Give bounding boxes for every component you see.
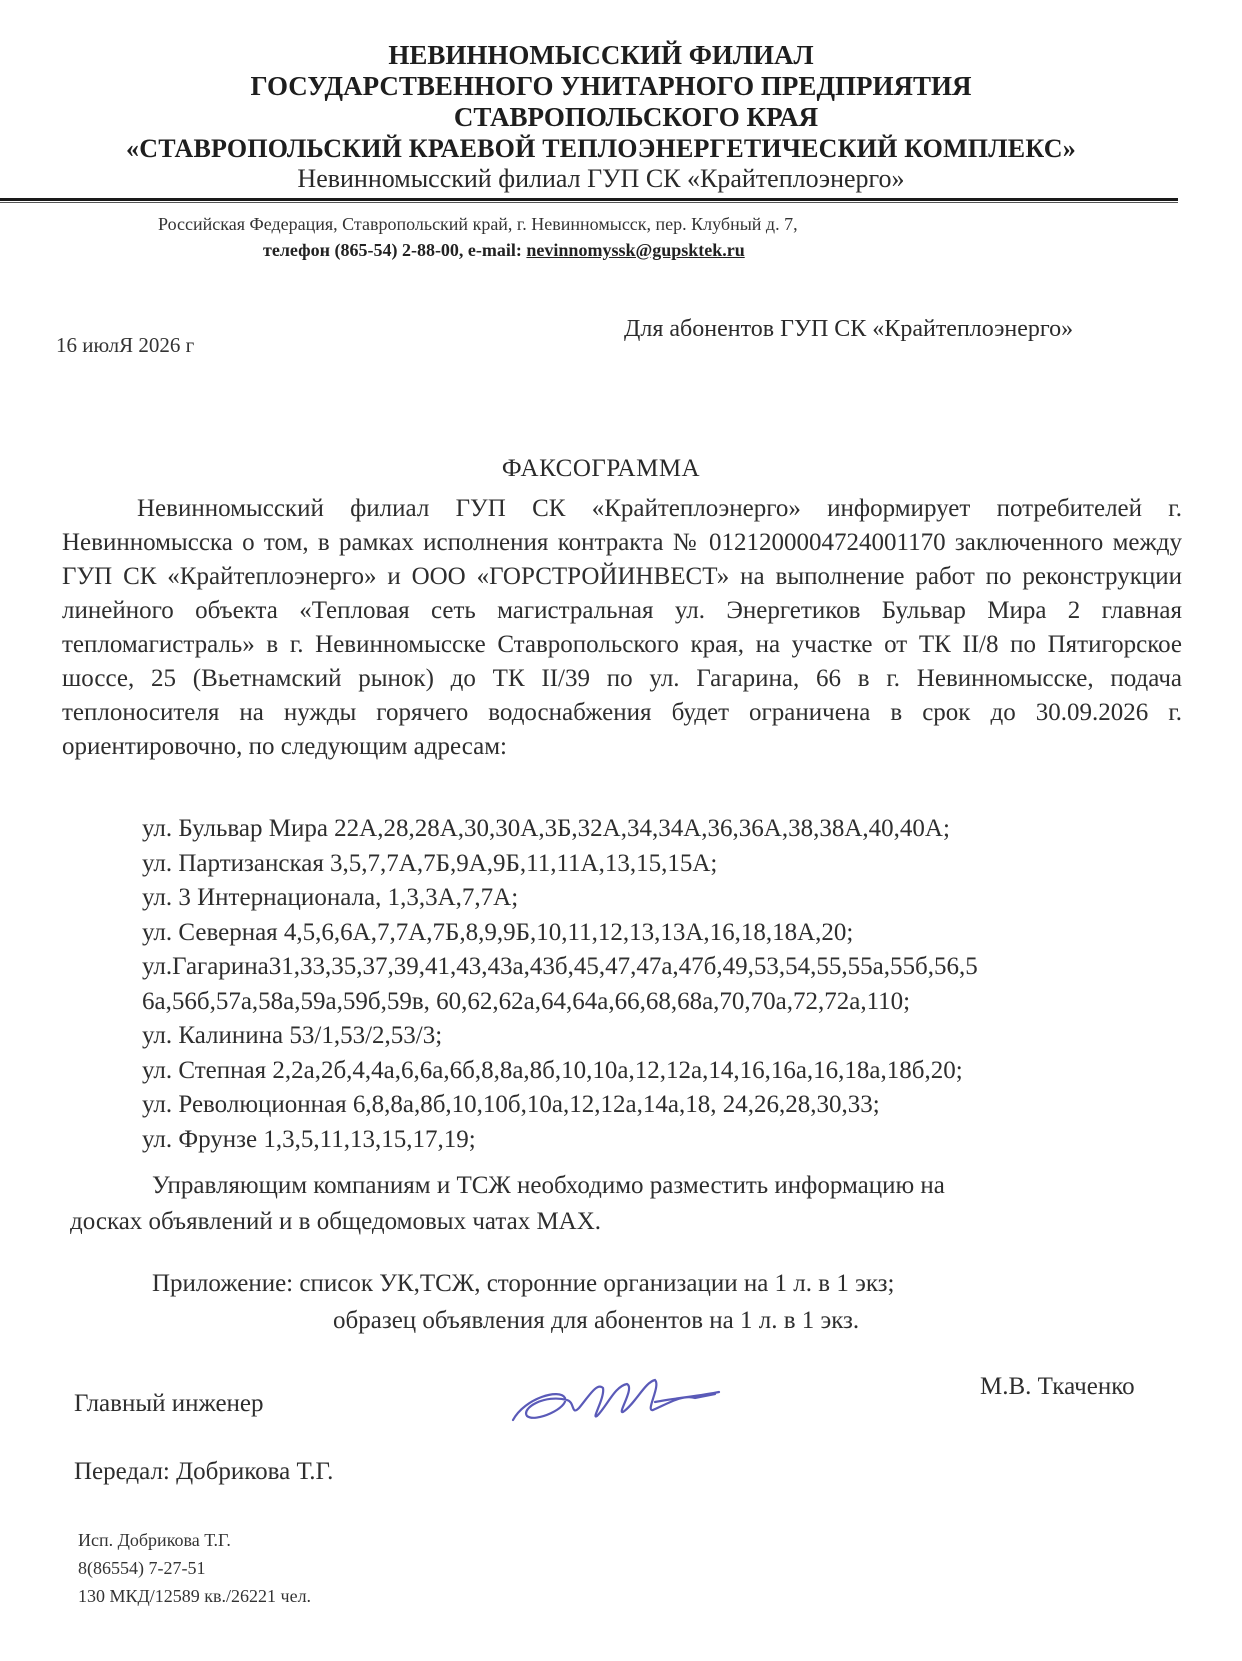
signer-name: М.В. Ткаченко bbox=[980, 1373, 1135, 1400]
notice-line-2: досках объявлений и в общедомовых чатах MAX. bbox=[70, 1208, 602, 1235]
address-list bbox=[142, 812, 1182, 1157]
appendix-line-1: Приложение: список УК,ТСЖ, сторонние организации на 1 л. в 1 экз; bbox=[152, 1270, 895, 1297]
addressee: Для абонентов ГУП СК «Крайтеплоэнерго» bbox=[624, 316, 1074, 342]
org-name-line-4: «СТАВРОПОЛЬСКИЙ КРАЕВОЙ ТЕПЛОЭНЕРГЕТИЧЕСКИЙ КОМПЛЕКС» bbox=[126, 134, 1076, 163]
org-name-line-1: НЕВИННОМЫССКИЙ ФИЛИАЛ bbox=[388, 40, 814, 70]
body-text bbox=[62, 492, 1182, 764]
document-date: 16 июлЯ 2026 г bbox=[56, 333, 195, 357]
coverage-stats: 130 МКД/12589 кв./26221 чел. bbox=[78, 1586, 312, 1606]
address-line: ул. Фрунзе 1,3,5,11,13,15,17,19; bbox=[142, 1125, 476, 1153]
transmitted-by: Передал: Добрикова Т.Г. bbox=[74, 1458, 334, 1485]
org-short-name: Невинномысский филиал ГУП СК «Крайтеплоэнерго» bbox=[297, 164, 905, 193]
header-rule-thin bbox=[0, 202, 1178, 203]
header-rule bbox=[0, 198, 1178, 201]
address-line: ул. Партизанская 3,5,7,7А,7Б,9А,9Б,11,11А,13,15,15А; bbox=[142, 849, 718, 877]
address-line: ул. Степная 2,2а,2б,4,4а,6,6а,6б,8,8а,8б,10,10а,12,12а,14,16,16а,16,18а,18б,20; bbox=[142, 1056, 963, 1084]
footer-info bbox=[78, 1526, 311, 1610]
signer-role: Главный инженер bbox=[74, 1390, 264, 1417]
executor: Исп. Добрикова Т.Г. bbox=[78, 1530, 231, 1550]
letterhead bbox=[0, 40, 1242, 194]
notice-line-1: Управляющим компаниям и ТСЖ необходимо разместить информацию на bbox=[152, 1172, 945, 1199]
appendix-line-2: образец объявления для абонентов на 1 л. в 1 экз. bbox=[333, 1307, 860, 1334]
address-line: 6а,56б,57а,58а,59а,59б,59в, 60,62,62а,64,64а,66,68,68а,70,70а,72,72а,110; bbox=[142, 987, 911, 1015]
address-line: ул. Революционная 6,8,8а,8б,10,10б,10а,12,12а,14а,18, 24,26,28,30,33; bbox=[142, 1091, 880, 1118]
org-name-line-3: СТАВРОПОЛЬСКОГО КРАЯ bbox=[453, 102, 819, 132]
address-line: ул. 3 Интернационала, 1,3,3А,7,7А; bbox=[142, 884, 519, 911]
org-name-line-2: ГОСУДАРСТВЕННОГО УНИТАРНОГО ПРЕДПРИЯТИЯ bbox=[250, 71, 972, 101]
address-line: ул. Северная 4,5,6,6А,7,7А,7Б,8,9,9Б,10,11,12,13,13А,16,18,18А,20; bbox=[142, 918, 854, 946]
handwritten-signature bbox=[505, 1368, 725, 1438]
contact-phone: телефон (865-54) 2-88-00, e-mail: bbox=[263, 240, 527, 260]
org-contact bbox=[263, 240, 745, 261]
contact-email[interactable]: nevinnomyssk@gupsktek.ru bbox=[526, 240, 745, 260]
address-line: ул. Бульвар Мира 22А,28,28А,30,30А,3Б,32А,34,34А,36,36А,38,38А,40,40А; bbox=[142, 815, 950, 842]
org-address: Российская Федерация, Ставропольский край, г. Невинномысск, пер. Клубный д. 7, bbox=[158, 214, 798, 234]
address-line: ул. Калинина 53/1,53/2,53/3; bbox=[142, 1022, 443, 1049]
body-paragraph: Невинномысский филиал ГУП СК «Крайтеплоэнерго» информирует потребителей г. Невинномысска о том, в рамках исполнения контракта № 0121200004724001170 заключенного между ГУП СК «Крайтеплоэнерго» и ООО «ГОРСТРОЙИНВЕСТ» на выполнение работ по реконструкции линейного объекта «Тепловая сеть магистральная ул. Энергетиков Бульвар Мира 2 главная тепломагистраль» в г. Невинномысске Ставропольского края, на участке от ТК II/8 по Пятигорское шоссе, 25 (Вьетнамский рынок) до ТК II/39 по ул. Гагарина, 66 в г. Невинномысске, подача теплоносителя на нужды горячего водоснабжения будет ограничена в срок до 30.09.2026 г. ориентировочно, по следующим адресам: bbox=[62, 495, 1182, 760]
executor-phone: 8(86554) 7-27-51 bbox=[78, 1558, 206, 1578]
address-line: ул.Гагарина31,33,35,37,39,41,43,43а,43б,45,47,47а,47б,49,53,54,55,55а,55б,56,5 bbox=[142, 953, 978, 980]
document-title: ФАКСОГРАММА bbox=[501, 455, 701, 482]
